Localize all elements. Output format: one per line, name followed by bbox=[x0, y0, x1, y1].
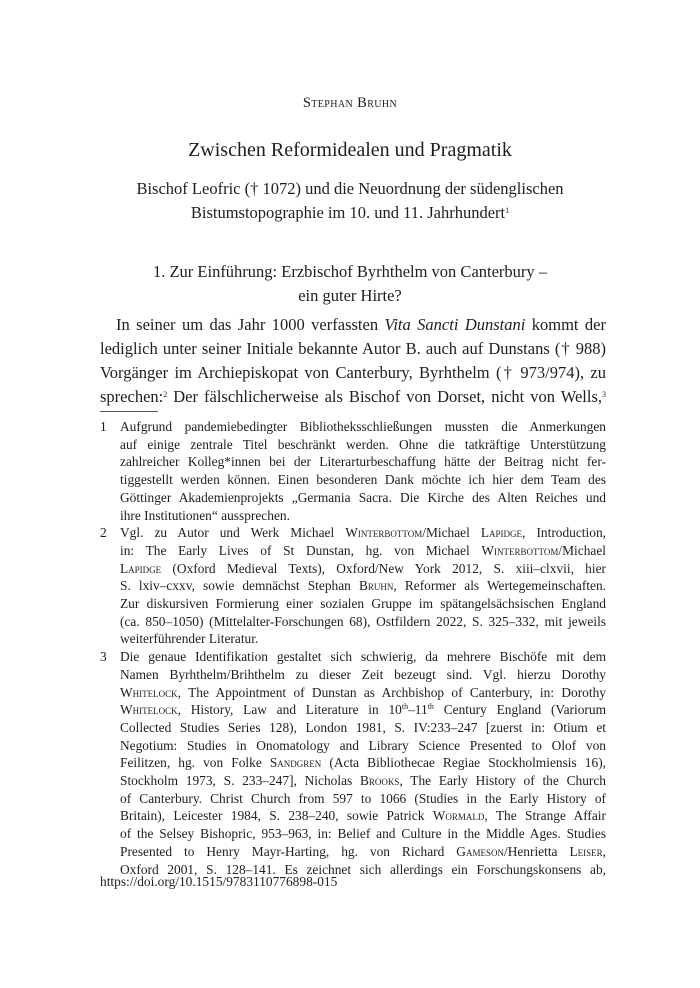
footnote-line: auf einige zentrale Titel beschränkt werden. Ohne die tatkräftige Unterstützung bbox=[120, 436, 606, 452]
footnote-line: Oxford 2001, S. 128–141. Es zeichnet sich allerdings ein Forschungskonsens ab, bbox=[120, 861, 606, 877]
body-text: Der fälschlicherweise als Bischof von Dorset, nicht von Wells, bbox=[167, 387, 602, 406]
footnote-divider bbox=[100, 411, 158, 412]
footnote-line: Negotium: Studies in Onomatology and Library Science Presented to Olof von bbox=[120, 737, 606, 753]
author-surname: Winterbottom bbox=[345, 525, 423, 541]
work-title: Vita Sancti Dunstani bbox=[384, 315, 526, 334]
footnote bbox=[100, 524, 606, 648]
footnote-line: S. lxiv–cxxv, sowie demnächst Stephan Bruhn, Reformer als Wertegemeinschaften. bbox=[120, 578, 606, 594]
footnote-number: 1 bbox=[100, 419, 107, 434]
footnote-line: Zur diskursiven Formierung einer sozialen Gruppe im spätangelsächsischen England bbox=[120, 596, 606, 612]
footnotes bbox=[100, 418, 606, 878]
footnote-number: 2 bbox=[100, 525, 107, 541]
footnote-line: Aufgrund pandemiebedingter Bibliotheksschließungen mussten die Anmerkungen bbox=[120, 419, 606, 434]
footnote-line: in: The Early Lives of St Dunstan, hg. von Michael Winterbottom/Michael bbox=[120, 542, 606, 558]
footnote-line: Göttinger Akademienprojekts „Germania Sacra. Die Kirche des Alten Reiches und bbox=[120, 489, 606, 505]
author-surname: Lapidge bbox=[480, 525, 523, 541]
footnote-line: zahlreicher Kolleg*innen bei der Literarturbeschaffung hätte der Beitrag nicht fer- bbox=[120, 454, 606, 470]
body-text: sprechen: bbox=[100, 387, 164, 406]
footnote-line: Whitelock, The Appointment of Dunstan as Archbishop of Canterbury, in: Dorothy bbox=[120, 684, 606, 700]
author-surname: Leiser bbox=[569, 843, 603, 859]
author-surname: Sandgren bbox=[269, 755, 322, 771]
footnote-line: Whitelock, History, Law and Literature in 10th–11th Century England (Variorum bbox=[120, 702, 606, 718]
author-surname: Winterbottom bbox=[481, 542, 559, 558]
footnote-number: 3 bbox=[100, 649, 107, 665]
footnote-ref[interactable]: 2 bbox=[163, 390, 168, 399]
body-line: Vorgänger im Archiepiskopat von Canterbury, Byrhthelm († 973/974), zu bbox=[100, 363, 606, 382]
subtitle-line bbox=[0, 201, 700, 225]
author-surname: Whitelock bbox=[120, 684, 178, 700]
body-line: lediglich unter seiner Initiale bekannte Autor B. auch auf Dunstans († 988) bbox=[100, 339, 606, 358]
doi-link[interactable]: https://doi.org/10.1515/9783110776898-015 bbox=[100, 874, 338, 889]
footnote-line: Britain), Leicester 1984, S. 238–240, sowie Patrick Wormald, The Strange Affair bbox=[120, 808, 606, 824]
body-line bbox=[100, 313, 606, 337]
author-surname: Whitelock bbox=[120, 702, 178, 718]
footnote bbox=[100, 418, 606, 524]
section-heading-line: ein guter Hirte? bbox=[298, 286, 402, 305]
footnote-line: Collected Studies Series 128), London 1981, S. IV:233–247 [zuerst in: Otium et bbox=[120, 719, 606, 735]
subtitle-text: Bistumstopographie im 10. und 11. Jahrhundert bbox=[190, 203, 506, 222]
author-surname: Brooks bbox=[360, 773, 400, 789]
footnote-ref[interactable]: 3 bbox=[602, 390, 606, 399]
footnote-line: of the Selsey Bishopric, 953–963, in: Belief and Culture in the Middle Ages. Studies bbox=[120, 826, 606, 842]
footnote-line: ihre Institutionen“ aussprechen. bbox=[120, 507, 290, 523]
section-heading bbox=[0, 260, 700, 308]
footnote-ref[interactable]: 1 bbox=[505, 206, 510, 215]
footnote-line: Stockholm 1973, S. 233–247], Nicholas Brooks, The Early History of the Church bbox=[120, 773, 606, 789]
footnote-line: Feilitzen, hg. von Folke Sandgren (Acta Bibliothecae Regiae Stockholmiensis 16), bbox=[120, 755, 606, 771]
footnote-line: Vgl. zu Autor und Werk Michael Winterbottom/Michael Lapidge, Introduction, bbox=[120, 525, 606, 541]
body-paragraph bbox=[100, 313, 606, 409]
section-heading-line: 1. Zur Einführung: Erzbischof Byrhthelm von Canterbury – bbox=[152, 262, 548, 281]
footnote-line: (ca. 850–1050) (Mittelalter-Forschungen 68), Ostfildern 2022, S. 325–332, mit jeweils bbox=[120, 613, 606, 629]
chapter-title: Zwischen Reformidealen und Pragmatik bbox=[188, 139, 512, 161]
author-surname: Gameson bbox=[456, 843, 504, 859]
author-surname: Bruhn bbox=[358, 578, 394, 594]
body-line bbox=[100, 385, 606, 409]
footnote bbox=[100, 648, 606, 878]
ordinal-suffix: th bbox=[427, 702, 434, 712]
footnote-line: Die genaue Identifikation gestaltet sich schwierig, da mehrere Bischöfe mit dem bbox=[120, 649, 606, 665]
footnote-line: weiterführender Literatur. bbox=[120, 631, 259, 647]
footnote-line: tiggestellt werden können. Einen besonderen Dank möchte ich hier dem Team des bbox=[120, 472, 606, 488]
footnote-line: Presented to Henry Mayr-Harting, hg. von Richard Gameson/Henrietta Leiser, bbox=[120, 843, 607, 859]
chapter-subtitle bbox=[0, 177, 700, 225]
author-name: Stephan Bruhn bbox=[302, 95, 398, 111]
subtitle-line: Bischof Leofric († 1072) und die Neuordnung der südenglischen bbox=[136, 179, 564, 198]
author-surname: Wormald bbox=[432, 808, 485, 824]
body-text: In seiner um das Jahr 1000 verfassten bbox=[116, 315, 385, 334]
ordinal-suffix: th bbox=[401, 702, 409, 712]
body-text: kommt der bbox=[525, 315, 606, 334]
footnote-line: of Canterbury. Christ Church from 597 to 1066 (Studies in the Early History of bbox=[120, 790, 606, 806]
author-surname: Lapidge bbox=[120, 560, 162, 576]
footnote-line: Namen Byrhthelm/Brihthelm zu dieser Zeit bezeugt sind. Vgl. hierzu Dorothy bbox=[120, 666, 606, 682]
footnote-line: Lapidge (Oxford Medieval Texts), Oxford/New York 2012, S. xiii–clxvii, hier bbox=[120, 560, 606, 576]
